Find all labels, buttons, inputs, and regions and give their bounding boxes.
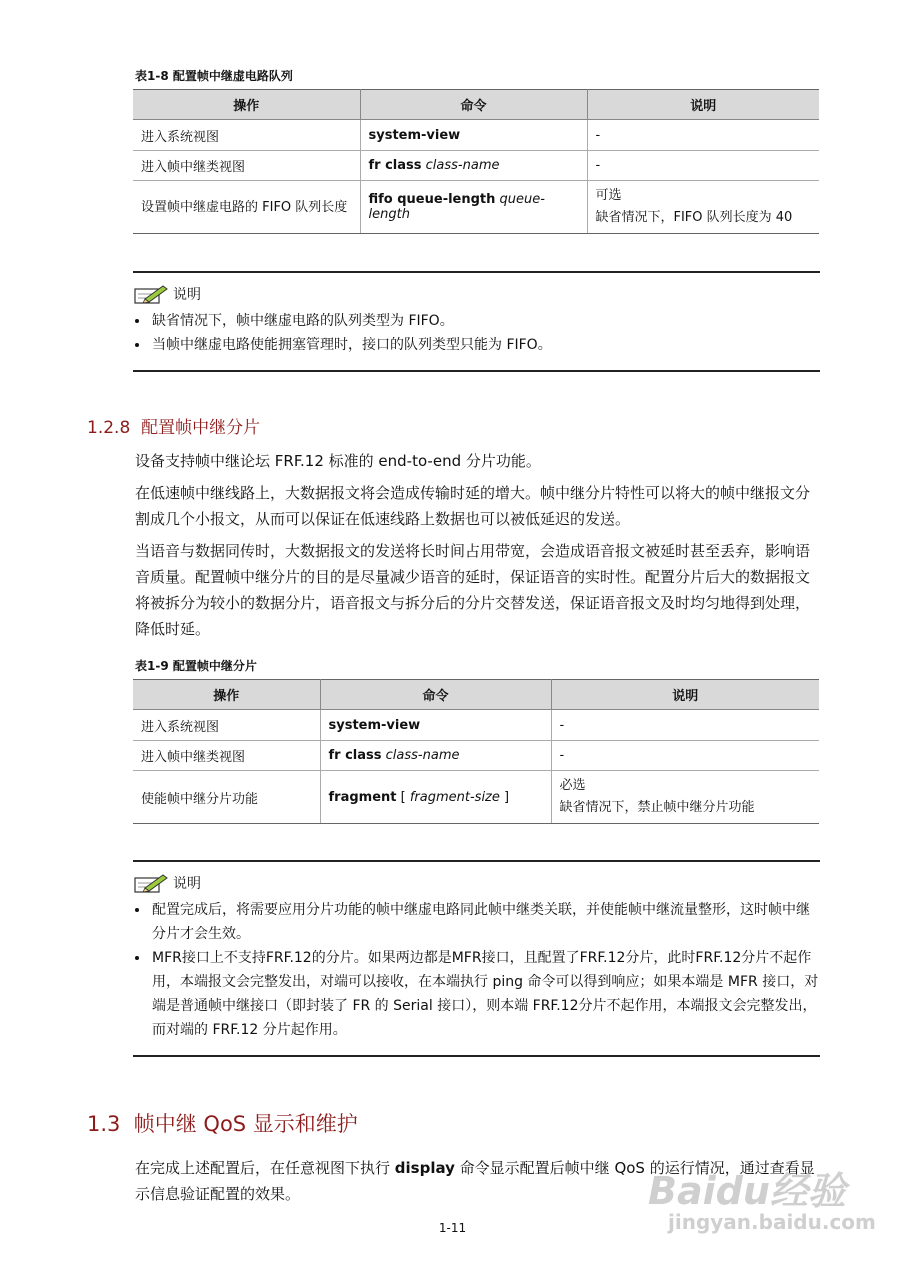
cell-op: 进入帧中继类视图 bbox=[133, 151, 360, 181]
table2-caption: 表1-9 配置帧中继分片 bbox=[135, 659, 257, 673]
table1-caption: 表1-8 配置帧中继虚电路队列 bbox=[135, 69, 293, 83]
table-row bbox=[133, 710, 819, 741]
section-heading-1-3: 1.3 帧中继 QoS 显示和维护 bbox=[87, 1112, 358, 1136]
cell-desc: 可选 缺省情况下，FIFO 队列长度为 40 bbox=[587, 181, 819, 234]
table-row bbox=[133, 120, 819, 151]
watermark-logo: Baidu经验 bbox=[648, 1169, 846, 1213]
cell-cmd: system-view bbox=[360, 120, 587, 151]
table-row bbox=[133, 181, 819, 234]
cell-desc: - bbox=[551, 710, 819, 741]
col-header-cmd: 命令 bbox=[360, 90, 587, 120]
paragraph: 在完成上述配置后，在任意视图下执行 display 命令显示配置后帧中继 QoS 的运行情况，通过查看显示信息验证配置的效果。 bbox=[135, 1159, 815, 1203]
cell-desc: - bbox=[587, 151, 819, 181]
cell-cmd: fr class class-name bbox=[360, 151, 587, 181]
table-row bbox=[133, 771, 819, 824]
cell-cmd: system-view bbox=[320, 710, 551, 741]
watermark-url: jingyan.baidu.com bbox=[668, 1210, 876, 1234]
display-command: display bbox=[394, 1159, 455, 1177]
cell-op: 进入系统视图 bbox=[133, 120, 360, 151]
list-item: • MFR接口上不支持FRF.12的分片。如果两边都是MFR接口，且配置了FRF.12分片，此时FRF.12分片不起作用，本端报文会完整发出，对端可以接收，在本端执行 ping 命令可以得到响应；如果本端是 MFR 接口，对端是普通帧中继接口（即封装了 FR 的 Serial 接口），则本端 FRF.12分片不起作用，本端报文会完整发出，而对端的 FRF.12 分片起作用。 bbox=[150, 946, 820, 1042]
table-row bbox=[133, 741, 819, 771]
col-header-cmd: 命令 bbox=[320, 680, 551, 710]
table-fragment bbox=[133, 679, 819, 824]
note-pencil-icon bbox=[133, 872, 169, 894]
col-header-desc: 说明 bbox=[551, 680, 819, 710]
table-row bbox=[133, 151, 819, 181]
cell-cmd: fr class class-name bbox=[320, 741, 551, 771]
note-title: 说明 bbox=[173, 876, 201, 892]
col-header-desc: 说明 bbox=[587, 90, 819, 120]
list-item: • 缺省情况下，帧中继虚电路的队列类型为 FIFO。 bbox=[150, 309, 820, 333]
cell-cmd: fragment [ fragment-size ] bbox=[320, 771, 551, 824]
col-header-op: 操作 bbox=[133, 680, 320, 710]
cell-op: 进入系统视图 bbox=[133, 710, 320, 741]
paragraph: 设备支持帧中继论坛 FRF.12 标准的 end-to-end 分片功能。 bbox=[135, 452, 541, 470]
paragraph: 在低速帧中继线路上，大数据报文将会造成传输时延的增大。帧中继分片特性可以将大的帧中继报文分割成几个小报文，从而可以保证在低速线路上数据也可以被低延迟的发送。 bbox=[135, 484, 811, 528]
table-fifo-queue bbox=[133, 89, 819, 234]
note-box bbox=[133, 271, 820, 372]
paragraph: 当语音与数据同传时，大数据报文的发送将长时间占用带宽，会造成语音报文被延时甚至丢弃，影响语音质量。配置帧中继分片的目的是尽量减少语音的延时，保证语音的实时性。配置分片后大的数据报文将被拆分为较小的数据分片，语音报文与拆分后的分片交替发送，保证语音报文及时均匀地得到处理，降低时延。 bbox=[135, 542, 811, 638]
list-item: • 当帧中继虚电路使能拥塞管理时，接口的队列类型只能为 FIFO。 bbox=[150, 333, 820, 357]
cell-desc: 必选 缺省情况下，禁止帧中继分片功能 bbox=[551, 771, 819, 824]
cell-cmd: fifo queue-length queue-length bbox=[360, 181, 587, 234]
section-heading-1-2-8: 1.2.8 配置帧中继分片 bbox=[87, 418, 261, 438]
cell-desc: - bbox=[551, 741, 819, 771]
list-item: • 配置完成后，将需要应用分片功能的帧中继虚电路同此帧中继类关联，并使能帧中继流量整形，这时帧中继分片才会生效。 bbox=[150, 898, 820, 946]
page-number: 1-11 bbox=[438, 1221, 467, 1235]
cell-op: 使能帧中继分片功能 bbox=[133, 771, 320, 824]
note-title: 说明 bbox=[173, 287, 201, 303]
cell-desc: - bbox=[587, 120, 819, 151]
cell-op: 进入帧中继类视图 bbox=[133, 741, 320, 771]
col-header-op: 操作 bbox=[133, 90, 360, 120]
note-pencil-icon bbox=[133, 283, 169, 305]
note-box bbox=[133, 860, 820, 1057]
cell-op: 设置帧中继虚电路的 FIFO 队列长度 bbox=[133, 181, 360, 234]
